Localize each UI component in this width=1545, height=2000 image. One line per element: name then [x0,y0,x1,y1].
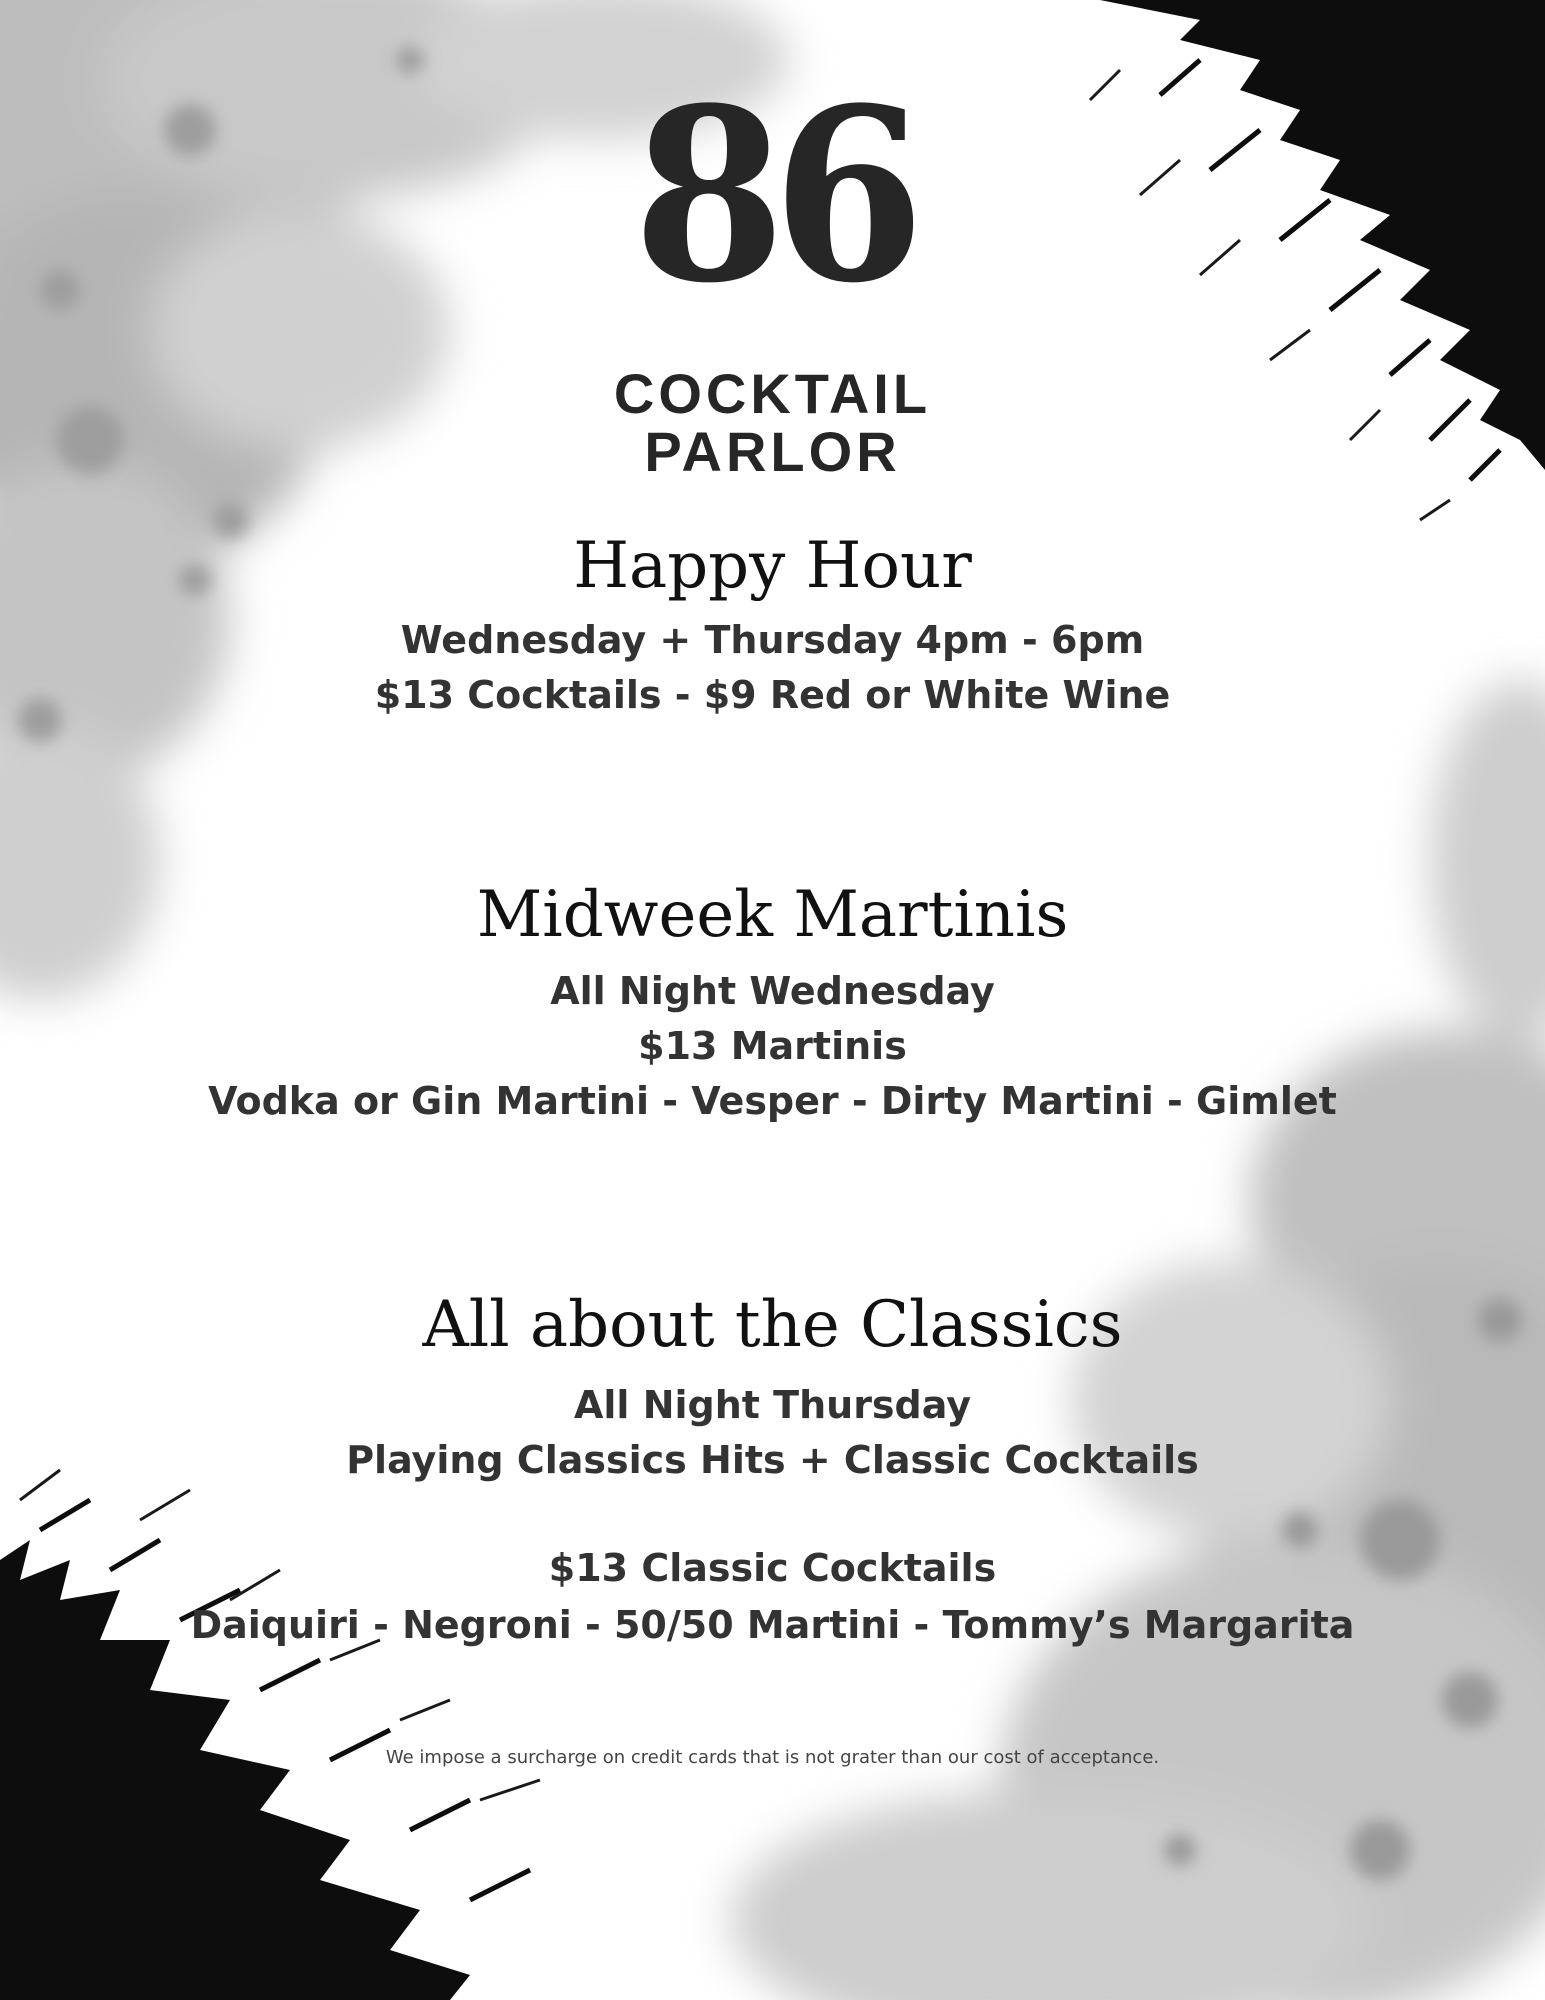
happy-hour-schedule: Wednesday + Thursday 4pm - 6pm [400,618,1145,662]
midweek-martinis-when: All Night Wednesday [550,969,995,1013]
classics-when: All Night Thursday [574,1383,971,1427]
classics-list: Daiquiri - Negroni - 50/50 Martini - Tommy’s Margarita [190,1603,1355,1647]
happy-hour-pricing: $13 Cocktails - $9 Red or White Wine [374,673,1171,717]
surcharge-note: We impose a surcharge on credit cards that is not grater than our cost of acceptance. [385,1747,1160,1768]
midweek-martinis-price: $13 Martinis [638,1024,907,1068]
logo-number: 86 [633,57,912,336]
classics-description: Playing Classics Hits + Classic Cocktails [346,1438,1199,1482]
midweek-martinis-heading: Midweek Martinis [476,878,1069,952]
classics-price: $13 Classic Cocktails [548,1546,997,1590]
classics-heading: All about the Classics [422,1288,1123,1362]
logo-text-cocktail: COCKTAIL [613,362,932,425]
happy-hour-heading: Happy Hour [573,529,972,603]
logo-text-parlor: PARLOR [644,420,901,483]
midweek-martinis-list: Vodka or Gin Martini - Vesper - Dirty Martini - Gimlet [208,1079,1337,1123]
